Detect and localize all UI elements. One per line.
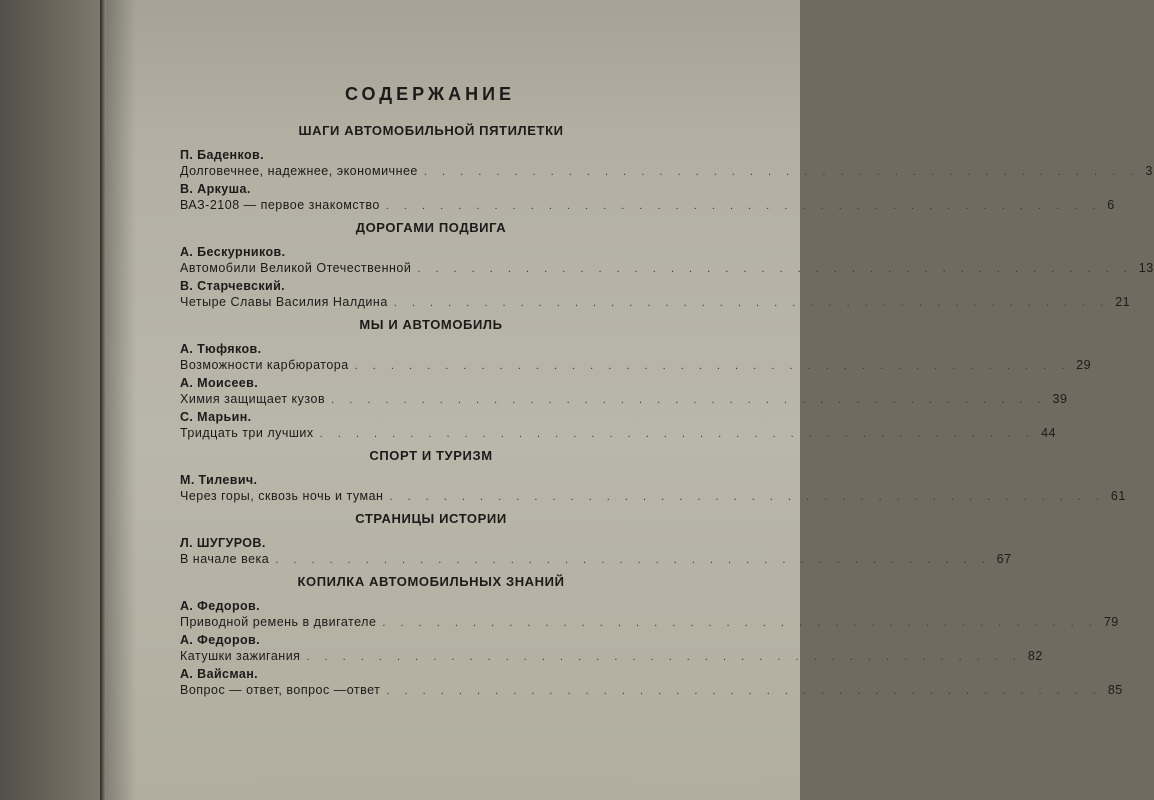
entry-page-number: 13 [1138,261,1154,275]
entry-author: А. Моисеев. [180,376,259,390]
toc-sections [180,123,1154,697]
entry-author: В. Старчевский. [180,279,286,293]
toc-entry [180,245,1154,275]
section-heading: СТРАНИЦЫ ИСТОРИИ [355,511,507,526]
dot-leader: . . . . . . . . . . . . . . . . . . . . . . . . . . . . . . . . . . . . . . . . [417,263,1133,275]
entry-line [180,615,1119,629]
toc-section [180,574,1123,697]
entry-page-number: 44 [1041,426,1057,440]
section-heading: ДОРОГАМИ ПОДВИГА [355,220,507,235]
entry-line [180,295,1131,309]
entry-line [180,261,1154,275]
entry-author: А. Вайсман. [180,667,259,681]
entry-author: С. Марьин. [180,410,252,424]
entry-author: А. Бескурников. [180,245,286,259]
toc-entry [180,342,1092,372]
toc-section [180,317,1092,440]
toc-entry [180,376,1068,406]
section-heading: КОПИЛКА АВТОМОБИЛЬНЫХ ЗНАНИЙ [297,574,565,589]
toc-entry [180,473,1126,503]
entry-title: Через горы, сквозь ночь и туман [180,489,384,503]
entry-page-number: 39 [1052,392,1068,406]
entry-title: Вопрос — ответ, вопрос —ответ [180,683,381,697]
entry-line [180,489,1126,503]
entry-line [180,552,1012,566]
toc-section [180,448,1126,503]
dot-leader: . . . . . . . . . . . . . . . . . . . . . . . . . . . . . . . . . . . . . . . . [393,297,1110,309]
book-page [106,0,1154,800]
dot-leader: . . . . . . . . . . . . . . . . . . . . . . . . . . . . . . . . . . . . . . . . [331,394,1047,406]
entry-page-number: 29 [1076,358,1092,372]
dot-leader: . . . . . . . . . . . . . . . . . . . . . . . . . . . . . . . . . . . . . . . . [319,428,1036,440]
entry-page-number: 79 [1103,615,1119,629]
entry-line [180,649,1043,663]
dot-leader: . . . . . . . . . . . . . . . . . . . . . . . . . . . . . . . . . . . . . . . . [306,651,1022,663]
toc-title: СОДЕРЖАНИЕ [344,84,516,104]
entry-page-number: 82 [1027,649,1043,663]
toc-entry [180,182,1115,212]
toc-section [180,511,1012,566]
entry-line [180,683,1123,697]
dot-leader: . . . . . . . . . . . . . . . . . . . . . . . . . . . . . . . . . . . . . . . . [385,200,1102,212]
entry-author: М. Тилевич. [180,473,258,487]
entry-title: Долговечнее, надежнее, экономичнее [180,164,418,178]
toc-section [180,123,1153,212]
entry-page-number: 3 [1145,164,1153,178]
entry-title: Автомобили Великой Отечественной [180,261,412,275]
entry-title: Химия защищает кузов [180,392,326,406]
table-of-contents [180,84,1154,703]
toc-entry [180,148,1153,178]
entry-title: Приводной ремень в двигателе [180,615,377,629]
entry-title: Тридцать три лучших [180,426,314,440]
section-heading: МЫ И АВТОМОБИЛЬ [359,317,503,332]
entry-page-number: 21 [1115,295,1131,309]
entry-line [180,426,1057,440]
dot-leader: . . . . . . . . . . . . . . . . . . . . . . . . . . . . . . . . . . . . . . . . [389,491,1105,503]
entry-title: ВАЗ-2108 — первое знакомство [180,198,380,212]
entry-line [180,164,1153,178]
entry-author: В. Аркуша. [180,182,251,196]
entry-author: А. Федоров. [180,599,260,613]
entry-page-number: 85 [1107,683,1123,697]
dot-leader: . . . . . . . . . . . . . . . . . . . . . . . . . . . . . . . . . . . . . . . . [382,617,1098,629]
toc-entry [180,410,1057,440]
entry-author: А. Федоров. [180,633,260,647]
left-page-edge [0,0,103,800]
entry-line [180,358,1092,372]
entry-page-number: 61 [1110,489,1126,503]
toc-entry [180,633,1043,663]
toc-entry [180,599,1119,629]
dot-leader: . . . . . . . . . . . . . . . . . . . . . . . . . . . . . . . . . . . . . . . . [423,166,1140,178]
section-heading: СПОРТ И ТУРИЗМ [369,448,493,463]
entry-line [180,198,1115,212]
dot-leader: . . . . . . . . . . . . . . . . . . . . . . . . . . . . . . . . . . . . . . . . [354,360,1071,372]
dot-leader: . . . . . . . . . . . . . . . . . . . . . . . . . . . . . . . . . . . . . . . . [386,685,1102,697]
toc-entry [180,667,1123,697]
entry-line [180,392,1068,406]
entry-author: Л. ШУГУРОВ. [180,536,266,550]
entry-title: Возможности карбюратора [180,358,349,372]
entry-author: А. Тюфяков. [180,342,262,356]
entry-page-number: 6 [1107,198,1115,212]
entry-page-number: 67 [996,552,1012,566]
toc-section [180,220,1154,309]
toc-entry [180,279,1131,309]
entry-author: П. Баденков. [180,148,264,162]
entry-title: В начале века [180,552,270,566]
toc-entry [180,536,1012,566]
section-heading: ШАГИ АВТОМОБИЛЬНОЙ ПЯТИЛЕТКИ [298,123,564,138]
entry-title: Четыре Славы Василия Налдина [180,295,388,309]
entry-title: Катушки зажигания [180,649,301,663]
dot-leader: . . . . . . . . . . . . . . . . . . . . . . . . . . . . . . . . . . . . . . . . [275,554,991,566]
